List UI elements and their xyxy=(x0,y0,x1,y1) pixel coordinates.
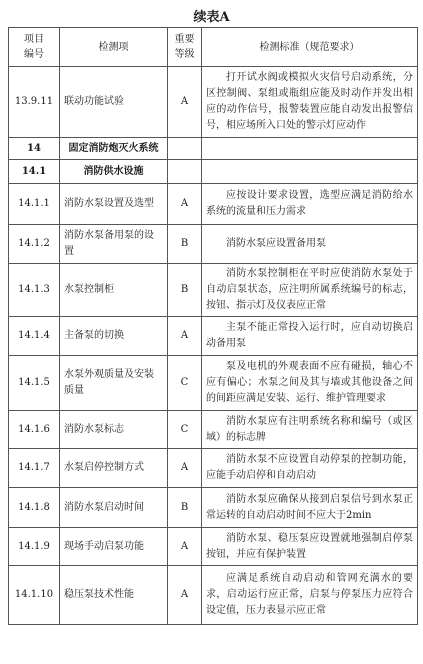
row-id: 14.1.6 xyxy=(9,411,60,449)
row-grade: A xyxy=(168,449,202,488)
table-row xyxy=(9,488,418,528)
table-body xyxy=(9,67,418,625)
row-id: 14.1.9 xyxy=(9,528,60,566)
row-item: 现场手动启泵功能 xyxy=(60,528,168,566)
row-item: 消防水泵设置及选型 xyxy=(60,184,168,225)
header-id: 项目 编号 xyxy=(9,28,60,67)
table-row xyxy=(9,138,418,160)
row-standard: 消防水泵应设置备用泵 xyxy=(202,225,418,264)
row-item: 水泵启停控制方式 xyxy=(60,449,168,488)
row-item: 联动功能试验 xyxy=(60,67,168,138)
row-standard: 消防水泵不应设置自动停泵的控制功能，应能手动启停和自动启动 xyxy=(202,449,418,488)
table-row xyxy=(9,449,418,488)
row-grade: A xyxy=(168,67,202,138)
header-item: 检测项 xyxy=(60,28,168,67)
header-standard: 检测标准（规范要求） xyxy=(202,28,418,67)
row-standard: 消防水泵、稳压泵应设置就地强制启停泵按钮，并应有保护装置 xyxy=(202,528,418,566)
row-item: 消防水泵启动时间 xyxy=(60,488,168,528)
row-grade xyxy=(168,160,202,184)
row-item: 稳压泵技术性能 xyxy=(60,566,168,625)
header-row xyxy=(9,28,418,67)
row-id: 14.1 xyxy=(9,160,60,184)
row-grade: A xyxy=(168,566,202,625)
row-standard: 打开试水阀或模拟火灾信号启动系统，分区控制阀、泵组或瓶组应能及时动作并发出相应的动作信号，报警装置应能自动发出报警信号，相应场所入口处的警示灯应动作 xyxy=(202,67,418,138)
row-standard: 应满足系统自动启动和管网充满水的要求，启动运行应正常，启泵与停泵压力应符合设定值，压力表显示应正常 xyxy=(202,566,418,625)
row-id: 14.1.10 xyxy=(9,566,60,625)
row-id: 14.1.8 xyxy=(9,488,60,528)
row-item: 消防水泵标志 xyxy=(60,411,168,449)
table-row xyxy=(9,356,418,411)
row-item: 固定消防炮灭火系统 xyxy=(60,138,168,160)
table-row xyxy=(9,225,418,264)
table-row xyxy=(9,264,418,317)
row-id: 14.1.1 xyxy=(9,184,60,225)
row-standard: 消防水泵应有注明系统名称和编号（或区域）的标志牌 xyxy=(202,411,418,449)
header-grade: 重要 等级 xyxy=(168,28,202,67)
table-row xyxy=(9,184,418,225)
row-id: 14 xyxy=(9,138,60,160)
table-caption: 续表A xyxy=(193,10,230,25)
row-id: 14.1.4 xyxy=(9,317,60,356)
table-row xyxy=(9,160,418,184)
row-id: 13.9.11 xyxy=(9,67,60,138)
row-item: 消防供水设施 xyxy=(60,160,168,184)
row-standard: 泵及电机的外观表面不应有碰损，轴心不应有偏心；水泵之间及其与墙或其他设备之间的间距应满足安装、运行、维护管理要求 xyxy=(202,356,418,411)
row-id: 14.1.3 xyxy=(9,264,60,317)
row-item: 水泵控制柜 xyxy=(60,264,168,317)
row-standard: 主泵不能正常投入运行时，应自动切换启动备用泵 xyxy=(202,317,418,356)
table-row xyxy=(9,67,418,138)
row-item: 水泵外观质量及安装质量 xyxy=(60,356,168,411)
inspection-table xyxy=(8,27,418,625)
row-grade: A xyxy=(168,184,202,225)
row-grade: C xyxy=(168,356,202,411)
row-grade: B xyxy=(168,264,202,317)
row-grade: B xyxy=(168,488,202,528)
table-row xyxy=(9,317,418,356)
table-row xyxy=(9,411,418,449)
row-standard: 消防水泵控制柜在平时应使消防水泵处于自动启泵状态，应注明所属系统编号的标志，按钮、指示灯及仪表应正常 xyxy=(202,264,418,317)
row-item: 消防水泵备用泵的设置 xyxy=(60,225,168,264)
row-id: 14.1.7 xyxy=(9,449,60,488)
row-grade: C xyxy=(168,411,202,449)
row-item: 主备泵的切换 xyxy=(60,317,168,356)
row-id: 14.1.2 xyxy=(9,225,60,264)
row-id: 14.1.5 xyxy=(9,356,60,411)
table-row xyxy=(9,566,418,625)
table-row xyxy=(9,528,418,566)
row-standard xyxy=(202,160,418,184)
row-grade: A xyxy=(168,317,202,356)
row-standard xyxy=(202,138,418,160)
row-grade: B xyxy=(168,225,202,264)
row-grade xyxy=(168,138,202,160)
row-standard: 应按设计要求设置，选型应满足消防给水系统的流量和压力需求 xyxy=(202,184,418,225)
row-standard: 消防水泵应确保从接到启泵信号到水泵正常运转的自动启动时间不应大于2min xyxy=(202,488,418,528)
row-grade: A xyxy=(168,528,202,566)
